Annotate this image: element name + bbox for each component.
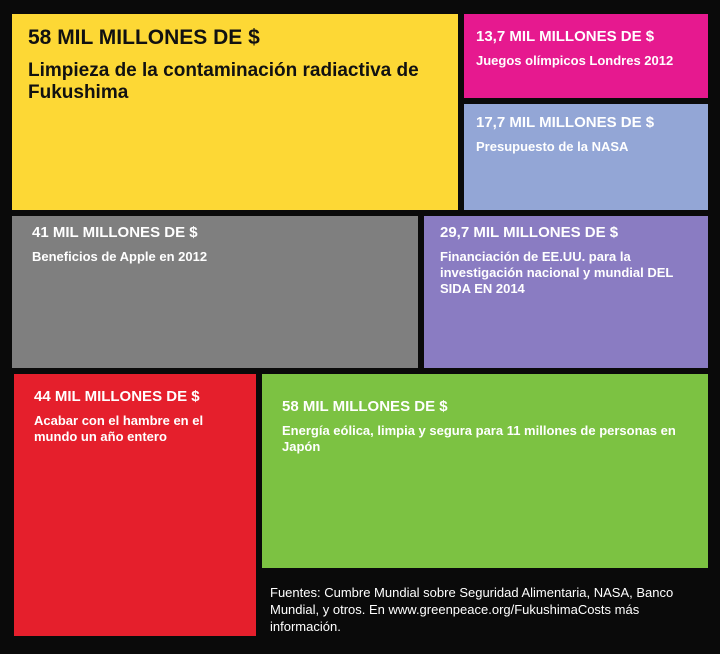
tile-fukushima [12, 14, 458, 210]
tile-label: Beneficios de Apple en 2012 [32, 249, 208, 264]
tile-london-olympics [464, 14, 708, 98]
tile-label: Juegos olímpicos Londres 2012 [476, 53, 674, 68]
tile-label: Financiación de EE.UU. para la investigación nacional y mundial DEL SIDA EN 2014 [440, 249, 674, 296]
tile-label: Presupuesto de la NASA [476, 139, 629, 154]
tile-amount: 44 MIL MILLONES DE $ [34, 388, 200, 405]
tile-label: Limpieza de la contaminación radiactiva de Fukushima [28, 60, 419, 103]
tile-world-hunger [14, 374, 256, 636]
tile-amount: 29,7 MIL MILLONES DE $ [440, 224, 619, 241]
tile-label: Acabar con el hambre en el mundo un año entero [34, 413, 204, 444]
tile-amount: 41 MIL MILLONES DE $ [32, 224, 198, 241]
tile-aids-research [424, 216, 708, 368]
tile-label: Energía eólica, limpia y segura para 11 millones de personas en Japón [282, 423, 676, 454]
tile-amount: 17,7 MIL MILLONES DE $ [476, 114, 655, 131]
tile-amount: 13,7 MIL MILLONES DE $ [476, 28, 655, 45]
sources-note: Fuentes: Cumbre Mundial sobre Seguridad Alimentaria, NASA, Banco Mundial, y otros. En www.greenpeace.org/FukushimaCosts más información. [270, 585, 674, 634]
tile-amount: 58 MIL MILLONES DE $ [28, 26, 260, 49]
tile-apple-profits [12, 216, 418, 368]
tile-amount: 58 MIL MILLONES DE $ [282, 398, 448, 415]
tile-wind-energy [262, 374, 708, 568]
tile-nasa-budget [464, 104, 708, 210]
